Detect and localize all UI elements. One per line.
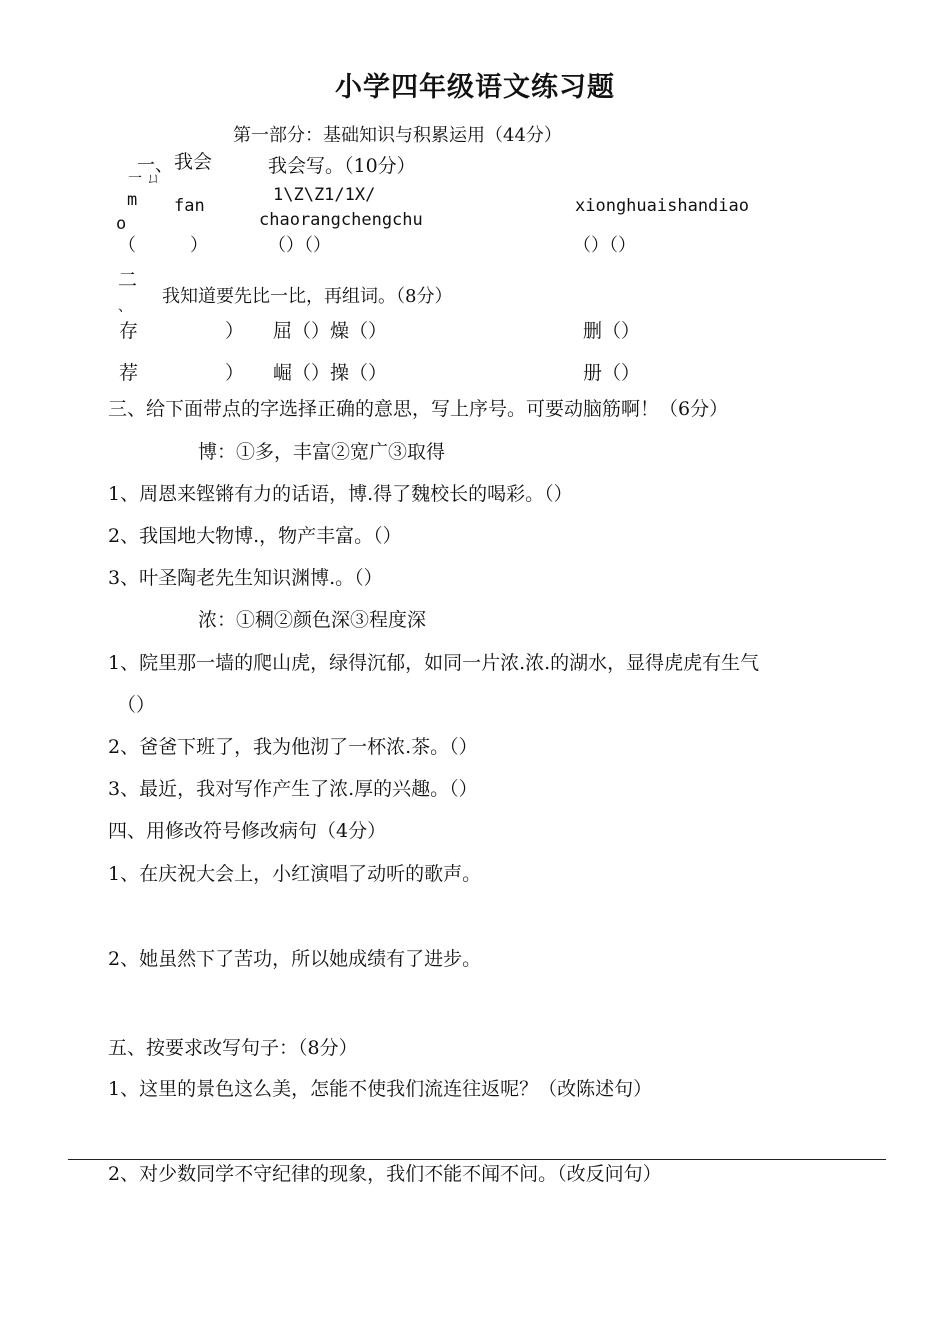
compare-paren-2: ） xyxy=(225,362,245,384)
bo-item-3: 3、叶圣陶老先生知识渊博.。（） xyxy=(108,567,383,589)
compare-group-2: 崛（）操（） xyxy=(273,362,388,384)
rewrite-item-2: 2、对少数同学不守纪律的现象，我们不能不闻不问。（改反问句） xyxy=(108,1163,662,1185)
pinyin-item-2: chaorangchengchu xyxy=(259,210,423,230)
compare-paren-1: ） xyxy=(225,320,245,342)
section1-heading: 我会写。（10分） xyxy=(268,155,416,177)
sick-sentence-2: 2、她虽然下了苦功，所以她成绩有了进步。 xyxy=(108,948,482,970)
nong-item-3: 3、最近，我对写作产生了浓.厚的兴趣。（） xyxy=(108,778,478,800)
sick-sentence-1: 1、在庆祝大会上，小红演唱了动听的歌声。 xyxy=(108,863,482,885)
pinyin-fan: fan xyxy=(174,196,205,216)
nong-item-1-blank: （） xyxy=(117,694,156,716)
compare-char-shan: 删（） xyxy=(583,320,641,342)
pinyin-item-3: xionghuaishandiao xyxy=(575,196,749,216)
answer-blank-1: （ ） xyxy=(118,235,208,256)
answer-blank-3: （）（） xyxy=(573,235,636,256)
section2-number-mark: 、 xyxy=(118,299,132,315)
answer-line xyxy=(68,1159,886,1160)
nong-definitions: 浓：①稠②颜色深③程度深 xyxy=(198,609,427,631)
section1-label-a: 我会 xyxy=(174,151,213,173)
rewrite-item-1: 1、这里的景色这么美，怎能不使我们流连往返呢？（改陈述句） xyxy=(108,1078,653,1100)
pinyin-item-1: 1\Z\Z1/1X/ xyxy=(273,185,376,205)
bo-item-2: 2、我国地大物博.，物产丰富。（） xyxy=(108,525,402,547)
page-title: 小学四年级语文练习题 xyxy=(335,72,615,103)
section3-heading: 三、给下面带点的字选择正确的意思，写上序号。可要动脑筋啊！（6分） xyxy=(108,398,729,420)
section5-heading: 五、按要求改写句子：（8分） xyxy=(108,1037,358,1059)
compare-char-ce: 册（） xyxy=(583,362,641,384)
part1-heading: 第一部分：基础知识与积累运用（44分） xyxy=(233,125,562,146)
nong-item-2: 2、爸爸下班了，我为他沏了一杯浓.茶。（） xyxy=(108,736,478,758)
compare-char-2: 荐 xyxy=(119,362,139,384)
section4-heading: 四、用修改符号修改病句（4分） xyxy=(108,820,387,842)
bo-definitions: 博：①多，丰富②宽广③取得 xyxy=(198,441,446,463)
stray-marks: 一 ㄩ xyxy=(128,171,161,187)
answer-blank-2: （）（） xyxy=(268,235,331,256)
pinyin-o: o xyxy=(116,214,127,234)
bo-item-1: 1、周恩来铿锵有力的话语，博.得了魏校长的喝彩。（） xyxy=(108,483,573,505)
section2-heading: 我知道要先比一比，再组词。（8分） xyxy=(162,286,453,307)
compare-group-1: 屈（）燥（） xyxy=(273,320,388,342)
nong-item-1: 1、院里那一墙的爬山虎，绿得沉郁，如同一片浓.浓.的湖水，显得虎虎有生气 xyxy=(108,652,760,674)
section2-number: 二 xyxy=(118,269,138,291)
section1-number: 一、 xyxy=(137,155,173,176)
pinyin-m: m xyxy=(127,190,138,210)
compare-char-1: 存 xyxy=(119,320,139,342)
